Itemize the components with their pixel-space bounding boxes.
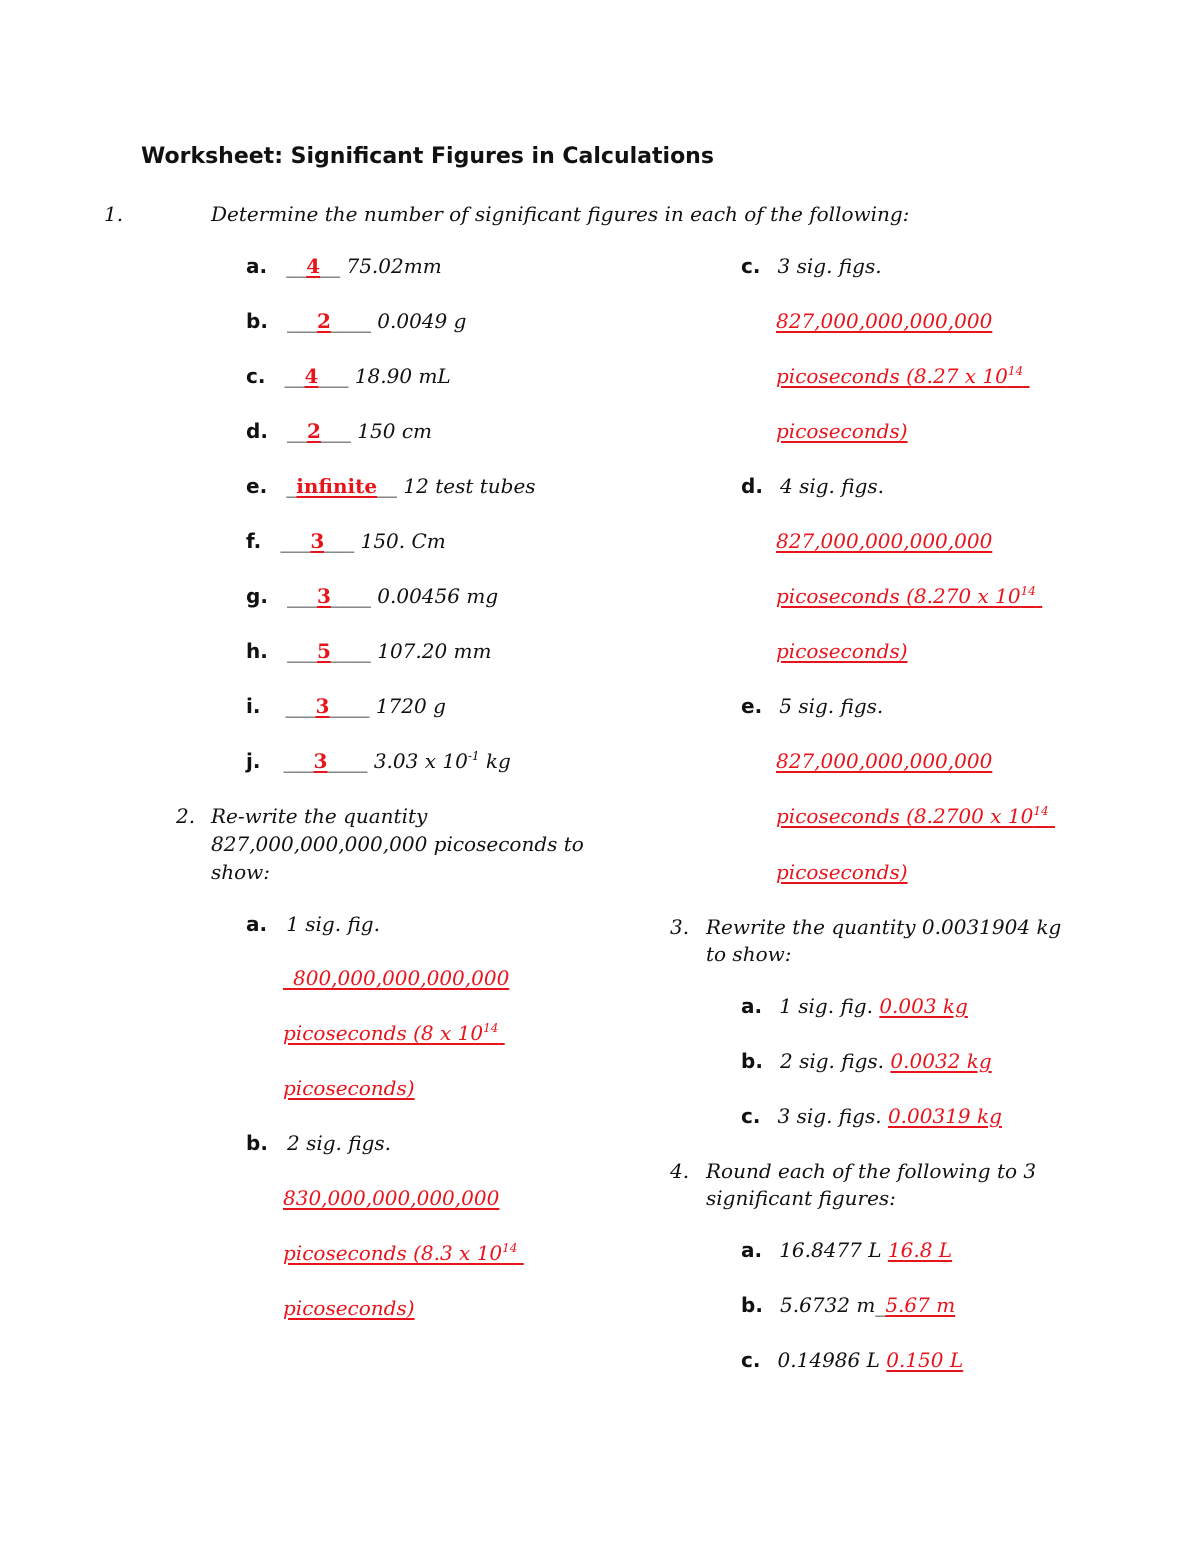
- answer-line: picoseconds): [776, 419, 908, 443]
- q2-prompt-line-2: 827,000,000,000,000 picoseconds to: [211, 832, 584, 856]
- answer-line: 827,000,000,000,000: [776, 309, 993, 333]
- list-item: c. 3 sig. figs. 0.00319 kg: [741, 1104, 1002, 1128]
- q3-prompt-line-1: Rewrite the quantity 0.0031904 kg: [706, 915, 1062, 939]
- answer-line: picoseconds (8 x $10^{14}$: [283, 1021, 499, 1045]
- list-item: g. ___3____ 0.00456 mg: [246, 584, 499, 608]
- answer-blank[interactable]: 3: [317, 584, 331, 608]
- q1-prompt: Determine the number of significant figures in each of the following:: [211, 202, 910, 226]
- answer-blank[interactable]: 0.003 kg: [879, 994, 968, 1018]
- answer-line: picoseconds (8.27 x $10^{14}$: [776, 364, 1024, 388]
- answer-line: 827,000,000,000,000: [776, 529, 993, 553]
- q1-number: 1.: [104, 202, 124, 226]
- list-item: i. ___3____ 1720 g: [246, 694, 446, 718]
- list-item: b. ___2____ 0.0049 g: [246, 309, 467, 333]
- list-item: c. 0.14986 L 0.150 L: [741, 1348, 964, 1372]
- q4-prompt-line-1: Round each of the following to 3: [706, 1159, 1037, 1183]
- list-item: d. __2___ 150 cm: [246, 419, 432, 443]
- answer-line: picoseconds): [283, 1296, 415, 1320]
- answer-line: picoseconds (8.2700 x $10^{14}$: [776, 804, 1049, 828]
- answer-blank[interactable]: 0.0032 kg: [890, 1049, 992, 1073]
- list-item: j. ___3____ 3.03 x $10^{-1}$ kg: [246, 749, 511, 773]
- answer-line: 830,000,000,000,000: [283, 1186, 500, 1210]
- answer-line: picoseconds): [283, 1076, 415, 1100]
- page-title: Worksheet: Significant Figures in Calculations: [141, 144, 714, 169]
- list-item: b. 5.6732 m_5.67 m: [741, 1293, 956, 1317]
- answer-blank[interactable]: 0.150 L: [886, 1348, 964, 1372]
- answer-line: picoseconds): [776, 639, 908, 663]
- list-item: a. 16.8477 L 16.8 L: [741, 1238, 953, 1262]
- q4-number: 4.: [670, 1159, 690, 1183]
- q3-number: 3.: [670, 915, 690, 939]
- list-item: e. 5 sig. figs.: [741, 694, 884, 718]
- answer-blank[interactable]: 5.67 m: [885, 1293, 956, 1317]
- answer-blank[interactable]: 2: [317, 309, 331, 333]
- list-item: b. 2 sig. figs. 0.0032 kg: [741, 1049, 992, 1073]
- answer-blank[interactable]: 0.00319 kg: [887, 1104, 1002, 1128]
- list-item: f. ___3___ 150. Cm: [246, 529, 446, 553]
- list-item: a. 1 sig. fig. 0.003 kg: [741, 994, 968, 1018]
- q4-prompt-line-2: significant figures:: [706, 1186, 896, 1210]
- answer-line: picoseconds (8.270 x $10^{14}$: [776, 584, 1036, 608]
- list-item: e. _infinite__ 12 test tubes: [246, 474, 536, 498]
- answer-blank[interactable]: 4: [304, 364, 319, 388]
- answer-blank[interactable]: 16.8 L: [887, 1238, 953, 1262]
- answer-blank[interactable]: 4: [306, 254, 321, 278]
- answer-blank[interactable]: infinite: [296, 474, 378, 498]
- answer-blank[interactable]: 3: [315, 694, 330, 718]
- list-item: a. __4__ 75.02mm: [246, 254, 442, 278]
- answer-blank[interactable]: 2: [307, 419, 321, 443]
- list-item: b. 2 sig. figs.: [246, 1131, 392, 1155]
- answer-blank[interactable]: 3: [310, 529, 325, 553]
- q3-prompt-line-2: to show:: [706, 942, 792, 966]
- q2-prompt-line-1: Re-write the quantity: [211, 804, 428, 828]
- list-item: c. 3 sig. figs.: [741, 254, 882, 278]
- answer-line: picoseconds): [776, 860, 908, 884]
- list-item: c. __4___ 18.90 mL: [246, 364, 451, 388]
- answer-blank[interactable]: 3: [313, 749, 328, 773]
- answer-line: picoseconds (8.3 x $10^{14}$: [283, 1241, 518, 1265]
- list-item: h. ___5____ 107.20 mm: [246, 639, 492, 663]
- answer-blank[interactable]: 5: [316, 639, 331, 663]
- answer-line: _800,000,000,000,000: [283, 966, 510, 990]
- list-item: d. 4 sig. figs.: [741, 474, 885, 498]
- q2-number: 2.: [176, 804, 196, 828]
- answer-line: 827,000,000,000,000: [776, 749, 993, 773]
- list-item: a. 1 sig. fig.: [246, 912, 380, 936]
- q2-prompt-line-3: show:: [211, 860, 271, 884]
